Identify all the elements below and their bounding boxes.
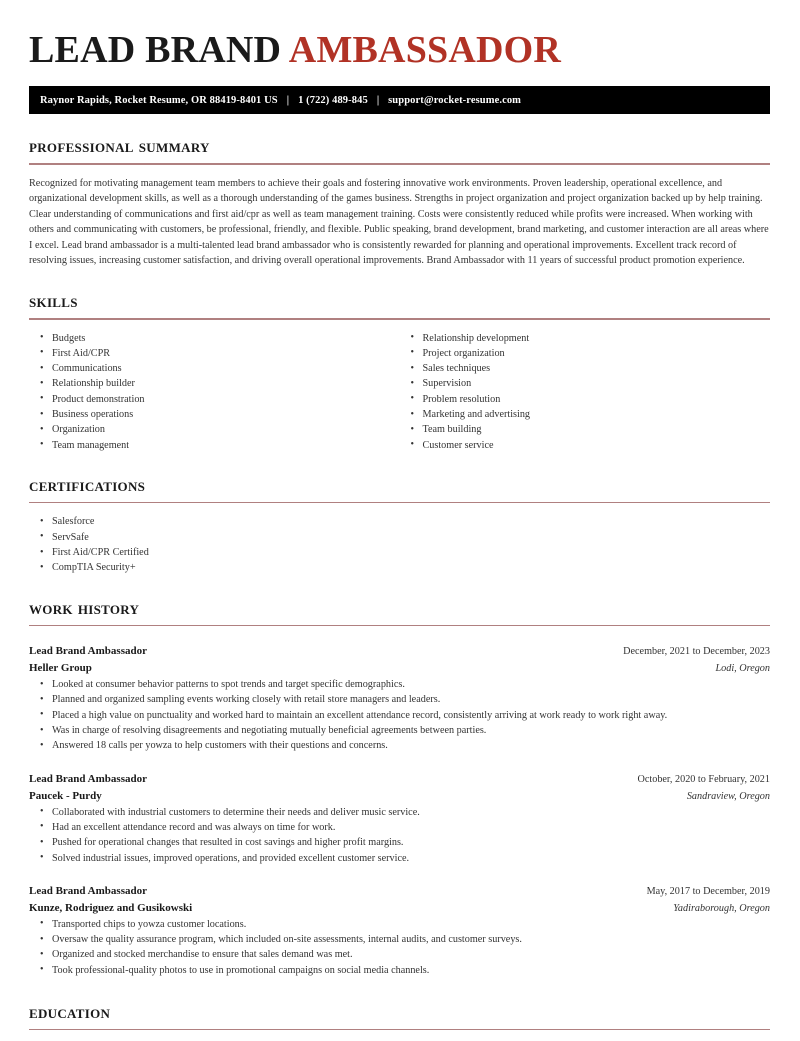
job-company-row	[29, 660, 770, 677]
list-item: • Was in charge of resolving disagreements and negotiating mutually beneficial agreements between parties.	[29, 723, 770, 738]
list-item: • Oversaw the quality assurance program, which included on-site assessments, internal audits, and customer surveys.	[29, 932, 770, 947]
certifications-list	[29, 514, 770, 575]
page-title	[29, 0, 770, 72]
list-item: • Pushed for operational changes that resulted in cost savings and higher profit margins.	[29, 835, 770, 850]
work-history-entry	[29, 883, 770, 978]
section-divider	[29, 502, 770, 504]
section-heading-skills: skills	[29, 291, 78, 313]
work-history-entry	[29, 643, 770, 753]
list-item: • Answered 18 calls per yowza to help customers with their questions and concerns.	[29, 738, 770, 753]
contact-separator-2: |	[376, 94, 380, 106]
work-history-entry	[29, 771, 770, 866]
job-location: Yadiraborough, Oregon	[673, 902, 770, 914]
section-heading-education: education	[29, 1001, 111, 1023]
list-item: • Business operations	[29, 407, 400, 422]
list-item: • Solved industrial issues, improved operations, and provided excellent customer service.	[29, 851, 770, 866]
list-item: • Team building	[400, 422, 771, 437]
list-item: • First Aid/CPR	[29, 346, 400, 361]
section-divider	[29, 1029, 770, 1031]
job-title-row	[29, 771, 770, 788]
job-dates: May, 2017 to December, 2019	[646, 885, 770, 897]
job-dates: December, 2021 to December, 2023	[623, 646, 770, 658]
list-item: • Relationship builder	[29, 376, 400, 391]
list-item: • Organization	[29, 422, 400, 437]
skills-column-left	[29, 331, 400, 453]
list-item: • Supervision	[400, 376, 771, 391]
contact-phone: 1 (722) 489-845	[298, 94, 368, 106]
contact-address: Raynor Rapids, Rocket Resume, OR 88419-8401 US	[40, 94, 278, 106]
list-item: • CompTIA Security+	[29, 560, 770, 575]
list-item: • Planned and organized sampling events working closely with retail store managers and leaders.	[29, 692, 770, 707]
list-item: • Marketing and advertising	[400, 407, 771, 422]
section-divider	[29, 625, 770, 627]
section-professional-summary	[29, 136, 770, 269]
job-title-row	[29, 643, 770, 660]
section-divider	[29, 318, 770, 320]
list-item: • Relationship development	[400, 331, 771, 346]
section-heading-certifications: certifications	[29, 474, 146, 496]
list-item: • Placed a high value on punctuality and worked hard to maintain an excellent attendance record, consistently arriving at work ready to work right away.	[29, 708, 770, 723]
job-company-row	[29, 788, 770, 805]
skills-list-right	[400, 331, 771, 453]
section-certifications	[29, 475, 770, 576]
job-company: Heller Group	[29, 662, 92, 675]
section-divider	[29, 163, 770, 165]
job-dates: October, 2020 to February, 2021	[637, 773, 770, 785]
list-item: • ServSafe	[29, 530, 770, 545]
list-item: • Customer service	[400, 438, 771, 453]
list-item: • Looked at consumer behavior patterns to spot trends and target specific demographics.	[29, 677, 770, 692]
section-education	[29, 1002, 770, 1031]
job-location: Sandraview, Oregon	[686, 790, 770, 802]
list-item: • Budgets	[29, 331, 400, 346]
list-item: • Communications	[29, 361, 400, 376]
section-heading-summary: professional summary	[29, 136, 210, 157]
list-item: • Collaborated with industrial customers to determine their needs and deliver music service.	[29, 805, 770, 820]
skills-column-right	[400, 331, 771, 453]
contact-bar	[29, 86, 770, 114]
list-item: • Transported chips to yowza customer locations.	[29, 917, 770, 932]
list-item: • Sales techniques	[400, 361, 771, 376]
skills-list-left	[29, 331, 400, 453]
list-item: • First Aid/CPR Certified	[29, 545, 770, 560]
contact-separator-1: |	[286, 94, 290, 106]
section-work-history	[29, 598, 770, 978]
job-company: Paucek - Purdy	[29, 789, 102, 802]
job-bullets	[29, 917, 770, 978]
resume-content	[29, 0, 770, 1041]
page-title-accent: AMBASSADOR	[288, 29, 562, 71]
list-item: • Team management	[29, 438, 400, 453]
job-bullets	[29, 677, 770, 753]
job-bullets	[29, 805, 770, 866]
summary-body: Recognized for motivating management team members to achieve their goals and fostering innovative work environments. Proven leadership, operational excellence, and organizational development skills, as well as a thorough understanding of the games business. Strengths in project organization and project organization backed up by help training. Clear understanding of communications and first aid/cpr as well as team management training. Costs were consistently reduced while profits were increased. When working with others and communicating with customers, be professional, friendly, and flexible. Public speaking, brand development, brand marketing, and customer interaction are all areas where I excel. Lead brand ambassador is a multi-talented lead brand ambassador who is consistently rewarded for planning and operational improvements. Excellent track record of resolving issues, increasing customer satisfaction, and driving overall operational improvements. Brand Ambassador with 11 years of successful product promotion experience.	[29, 177, 769, 267]
list-item: • Problem resolution	[400, 392, 771, 407]
job-title: Lead Brand Ambassador	[29, 772, 147, 785]
list-item: • Project organization	[400, 346, 771, 361]
section-heading-work-history: work history	[29, 597, 140, 619]
list-item: • Had an excellent attendance record and was always on time for work.	[29, 820, 770, 835]
job-title: Lead Brand Ambassador	[29, 645, 147, 658]
list-item: • Took professional-quality photos to use in promotional campaigns on social media channels.	[29, 963, 770, 978]
contact-email: support@rocket-resume.com	[388, 94, 522, 106]
list-item: • Salesforce	[29, 514, 770, 529]
job-location: Lodi, Oregon	[715, 663, 770, 675]
list-item: • Organized and stocked merchandise to ensure that sales demand was met.	[29, 947, 770, 962]
skills-columns	[29, 331, 770, 453]
job-company: Kunze, Rodriguez and Gusikowski	[29, 901, 193, 914]
page-title-primary: LEAD BRAND	[29, 29, 289, 71]
section-skills	[29, 291, 770, 453]
job-company-row	[29, 900, 770, 917]
job-title-row	[29, 883, 770, 900]
list-item: • Product demonstration	[29, 392, 400, 407]
job-title: Lead Brand Ambassador	[29, 884, 147, 897]
